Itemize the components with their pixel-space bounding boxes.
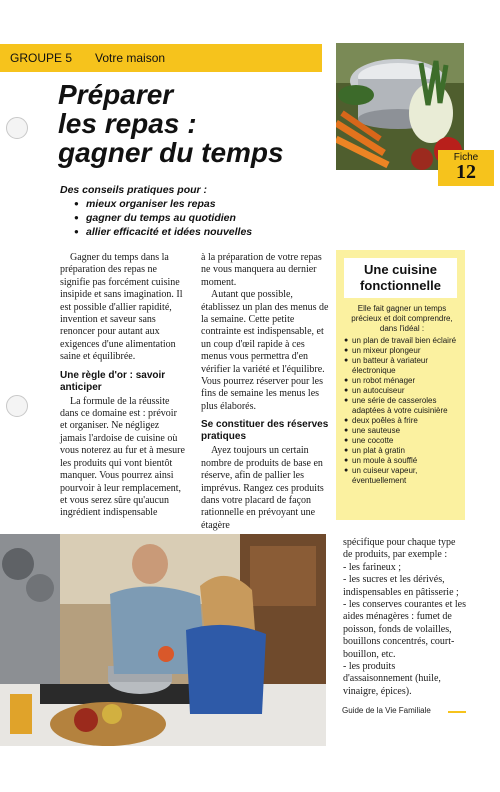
sidebar-list [344, 336, 460, 486]
group-label: GROUPE 5 [10, 51, 73, 65]
paragraph: spécifique pour chaque type de produits, par exemple : [343, 537, 456, 561]
text-column-1 [60, 252, 186, 520]
section-heading: Se constituer des réserves pratiques [201, 419, 329, 443]
sidebar-item: ● une cocotte [344, 436, 460, 446]
header-bar [0, 44, 322, 72]
kitchen-photo [0, 534, 326, 746]
sidebar-item: ● un moule à soufflé [344, 456, 460, 466]
title-line: Préparer [58, 79, 174, 110]
fiche-badge [438, 150, 494, 186]
title-line: les repas : [58, 108, 197, 139]
list-item: - les farineux ; [343, 561, 402, 573]
text-column-2 [201, 252, 331, 532]
intro-item: ● allier efficacité et idées nouvelles [74, 225, 350, 239]
intro-lead: Des conseils pratiques pour : [60, 184, 208, 196]
footer-rule [448, 711, 466, 713]
category-label: Votre maison [95, 51, 166, 65]
intro-item: ● gagner du temps au quotidien [74, 211, 350, 225]
sidebar-item: ● deux poêles à frire [344, 416, 460, 426]
sidebar-item: ● un autocuiseur [344, 386, 460, 396]
paragraph: Autant que possible, établissez un plan des menus de la semaine. Cette petite contrainte est indispensable, et un coup d'œil rapide à ces menus vous permettra d'en vérifier la variété et l'équilibre. Vous pourrez réserver pour les fins de semaine les menus les plus élaborés. [201, 289, 329, 412]
text-column-3 [343, 537, 467, 698]
sidebar-body [344, 304, 460, 486]
sidebar-item: ● une sauteuse [344, 426, 460, 436]
sidebar-item: ● un mixeur plongeur [344, 346, 460, 356]
sidebar-item: ● une série de casseroles adaptées à votre cuisinière [344, 396, 460, 416]
sidebar-item: ● un batteur à variateur électronique [344, 356, 460, 376]
list-item: - les conserves courantes et les aides ménagères : fumet de poisson, fonds de volailles, bouillons concentrés, court-bouillon, etc. [343, 599, 467, 660]
sidebar-title: Une cuisine fonctionnelle [344, 258, 457, 298]
sidebar-box [336, 250, 465, 520]
title-line: gagner du temps [58, 137, 284, 168]
paragraph: La formule de la réussite dans ce domaine est : prévoir et organiser. Ne négligez jamais l'ardoise de cuisine où vous noterez au fur et à mesure les produits qui vont bientôt manquer. Vous pourrez ainsi pourvoir à leur remplacement, et vous serez sûre qu'aucun ingrédient indispensable [60, 395, 185, 519]
binder-hole [6, 395, 28, 417]
sidebar-item: ● un plat à gratin [344, 446, 460, 456]
intro-block [60, 183, 350, 239]
sidebar-intro: Elle fait gagner un temps précieux et doit comprendre, dans l'idéal : [351, 304, 453, 333]
fiche-label: Fiche [453, 152, 479, 163]
intro-item: ● mieux organiser les repas [74, 197, 350, 211]
fiche-number: 12 [456, 161, 476, 183]
intro-list [74, 197, 350, 239]
list-item: - les produits d'assaisonnement (huile, vinaigre, épices). [343, 661, 441, 697]
sidebar-item: ● un plan de travail bien éclairé [344, 336, 460, 346]
list-item: - les sucres et les dérivés, indispensables en pâtisserie ; [343, 574, 459, 598]
paragraph: à la préparation de votre repas ne vous manquera au dernier moment. [201, 252, 322, 288]
page-title [58, 80, 338, 167]
paragraph: Ayez toujours un certain nombre de produits de base en réserve, afin de pallier les imprévus. Rangez ces produits dans votre placard de façon rationnelle en prévoyant une étagère [201, 445, 324, 531]
paragraph: Gagner du temps dans la préparation des repas ne signifie pas forcément cuisine insipide et sans imagination. Il est possible d'allier rapidité, invention et saveur sans renoncer pour autant aux exigences d'une alimentation saine et équilibrée. [60, 252, 183, 363]
sidebar-item: ● un cuiseur vapeur, éventuellement [344, 466, 460, 486]
section-heading: Une règle d'or : savoir anticiper [60, 369, 166, 393]
binder-hole [6, 117, 28, 139]
sidebar-item: ● un robot ménager [344, 376, 460, 386]
footer-label: Guide de la Vie Familiale [342, 706, 431, 715]
